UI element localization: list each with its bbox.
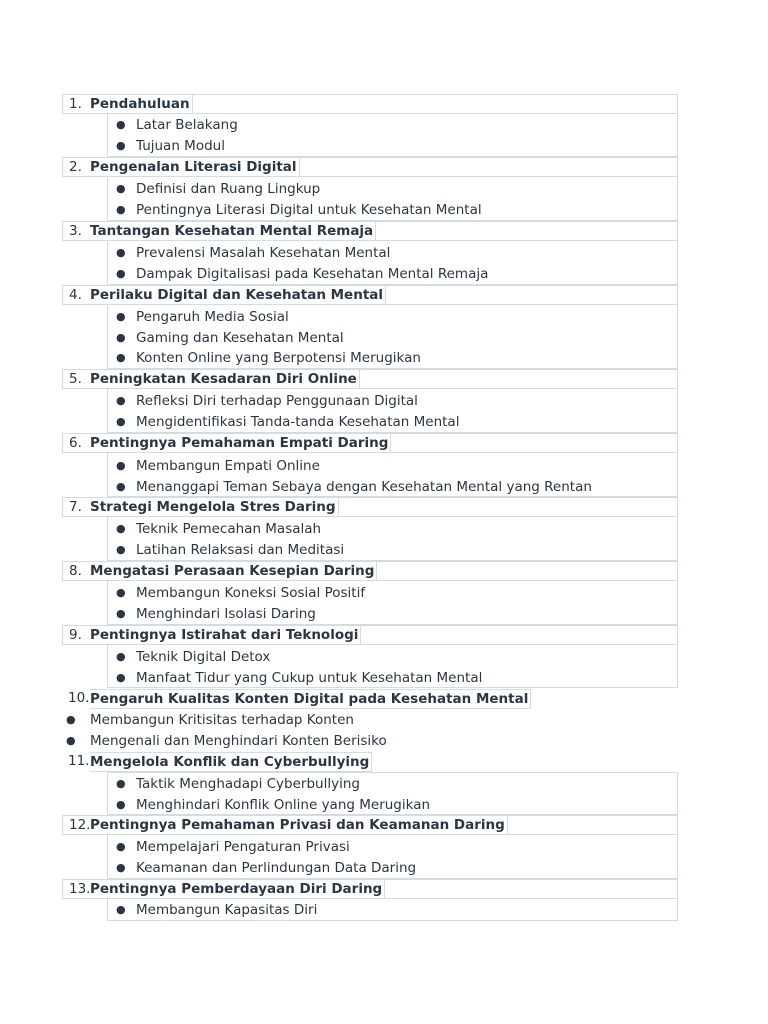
bullet-icon: ● <box>116 182 126 195</box>
section-number: 6. <box>69 435 82 451</box>
bullet-icon: ● <box>116 139 126 152</box>
bullet-icon: ● <box>116 798 126 811</box>
bullet-icon: ● <box>116 671 126 684</box>
list-item <box>108 900 677 920</box>
list-item <box>62 731 462 751</box>
section-heading <box>62 815 678 835</box>
list-item-text: Membangun Kapasitas Diri <box>136 902 318 918</box>
list-item-text: Manfaat Tidur yang Cukup untuk Kesehatan Mental <box>136 670 483 686</box>
bullet-icon: ● <box>116 480 126 493</box>
section-title: Tantangan Kesehatan Mental Remaja <box>90 222 376 240</box>
list-item-text: Menghindari Isolasi Daring <box>136 606 316 622</box>
section-heading <box>62 497 678 517</box>
section-number: 2. <box>69 159 82 175</box>
section-heading <box>62 879 678 899</box>
list-item <box>108 115 677 135</box>
list-item-text: Tujuan Modul <box>136 138 225 154</box>
section-items <box>107 581 678 625</box>
bullet-icon: ● <box>116 331 126 344</box>
list-item <box>108 837 677 857</box>
bullet-icon: ● <box>116 861 126 874</box>
bullet-icon: ● <box>116 586 126 599</box>
section-items <box>107 177 678 221</box>
list-item-text: Prevalensi Masalah Kesehatan Mental <box>136 245 391 261</box>
list-item <box>108 583 677 603</box>
section-number: 12. <box>69 817 91 833</box>
section-title: Mengatasi Perasaan Kesepian Daring <box>90 562 377 580</box>
list-item <box>108 412 677 432</box>
bullet-icon: ● <box>116 267 126 280</box>
list-item-text: Keamanan dan Perlindungan Data Daring <box>136 860 417 876</box>
section-heading <box>62 369 678 389</box>
section-items <box>107 453 678 497</box>
section-items <box>107 899 678 921</box>
list-item <box>108 264 677 284</box>
section-items <box>107 114 678 157</box>
bullet-icon: ● <box>116 415 126 428</box>
section-number: 10. <box>68 690 90 706</box>
list-item-text: Gaming dan Kesehatan Mental <box>136 330 344 346</box>
section-title: Peningkatan Kesadaran Diri Online <box>90 370 360 388</box>
list-item <box>108 179 677 199</box>
bullet-icon: ● <box>116 840 126 853</box>
bullet-icon: ● <box>116 459 126 472</box>
section-items <box>107 241 678 285</box>
list-item-text: Dampak Digitalisasi pada Kesehatan Mental Remaja <box>136 266 489 282</box>
bullet-icon: ● <box>116 246 126 259</box>
bullet-icon: ● <box>116 394 126 407</box>
section-items <box>107 835 678 879</box>
section-items <box>107 389 678 433</box>
list-item <box>108 243 677 263</box>
section-number: 13. <box>69 881 91 897</box>
list-item-text: Membangun Koneksi Sosial Positif <box>136 585 366 601</box>
section-title: Pengenalan Literasi Digital <box>90 158 300 176</box>
list-item-text: Pentingnya Literasi Digital untuk Kesehatan Mental <box>136 202 482 218</box>
list-item <box>108 519 677 539</box>
list-item-text: Taktik Menghadapi Cyberbullying <box>136 776 360 792</box>
section-number: 3. <box>69 223 82 239</box>
section-title: Pentingnya Pemahaman Privasi dan Keamanan Daring <box>90 816 508 834</box>
list-item <box>108 477 677 497</box>
list-item <box>108 348 677 368</box>
list-item <box>108 456 677 476</box>
section-title: Pentingnya Pemahaman Empati Daring <box>90 434 391 452</box>
section-number: 8. <box>69 563 82 579</box>
list-item-text: Membangun Empati Online <box>136 458 320 474</box>
section-number: 9. <box>69 627 82 643</box>
list-item-text: Latar Belakang <box>136 117 238 133</box>
section-heading <box>62 285 678 305</box>
section-heading <box>62 221 678 241</box>
section-heading <box>62 157 678 177</box>
section-heading <box>62 625 678 645</box>
section-heading <box>62 561 678 581</box>
list-item-text: Mengidentifikasi Tanda-tanda Kesehatan Mental <box>136 414 460 430</box>
section-number: 11. <box>68 753 90 769</box>
list-item-text: Menanggapi Teman Sebaya dengan Kesehatan Mental yang Rentan <box>136 479 592 495</box>
bullet-icon: ● <box>116 607 126 620</box>
bullet-icon: ● <box>116 777 126 790</box>
section-number: 7. <box>69 499 82 515</box>
section-number: 5. <box>69 371 82 387</box>
list-item-text: Mempelajari Pengaturan Privasi <box>136 839 350 855</box>
bullet-icon: ● <box>116 118 126 131</box>
list-item-text: Pengaruh Media Sosial <box>136 309 289 325</box>
list-item-text: Latihan Relaksasi dan Meditasi <box>136 542 345 558</box>
list-item <box>108 858 677 878</box>
list-item <box>108 328 677 348</box>
section-title: Mengelola Konflik dan Cyberbullying <box>90 752 372 772</box>
list-item <box>108 540 677 560</box>
list-item-text: Mengenali dan Menghindari Konten Berisiko <box>90 733 387 749</box>
section-title: Pentingnya Pemberdayaan Diri Daring <box>90 880 385 898</box>
section-items <box>107 772 678 815</box>
section-heading <box>62 94 678 114</box>
list-item-text: Konten Online yang Berpotensi Merugikan <box>136 350 421 366</box>
section-title: Strategi Mengelola Stres Daring <box>90 498 339 516</box>
section-heading <box>62 752 382 772</box>
list-item <box>108 795 677 815</box>
section-items <box>107 305 678 369</box>
list-item-text: Menghindari Konflik Online yang Merugikan <box>136 797 431 813</box>
list-item <box>108 668 677 688</box>
list-item-text: Refleksi Diri terhadap Penggunaan Digital <box>136 393 418 409</box>
section-items <box>107 645 678 688</box>
bullet-icon: ● <box>116 903 126 916</box>
list-item <box>108 774 677 794</box>
section-number: 4. <box>69 287 82 303</box>
list-item <box>108 307 677 327</box>
section-heading <box>62 433 678 453</box>
list-item <box>62 710 462 730</box>
list-item-text: Definisi dan Ruang Lingkup <box>136 181 321 197</box>
bullet-icon: ● <box>66 713 76 726</box>
section-title: Pengaruh Kualitas Konten Digital pada Kesehatan Mental <box>90 689 531 709</box>
section-title: Pentingnya Istirahat dari Teknologi <box>90 626 361 644</box>
section-heading <box>62 689 529 709</box>
list-item-text: Teknik Digital Detox <box>136 649 271 665</box>
list-item <box>108 647 677 667</box>
section-title: Perilaku Digital dan Kesehatan Mental <box>90 286 386 304</box>
section-number: 1. <box>69 96 82 112</box>
list-item <box>108 391 677 411</box>
list-item <box>108 604 677 624</box>
bullet-icon: ● <box>116 351 126 364</box>
section-title: Pendahuluan <box>90 95 193 113</box>
bullet-icon: ● <box>116 310 126 323</box>
list-item <box>108 200 677 220</box>
bullet-icon: ● <box>66 734 76 747</box>
bullet-icon: ● <box>116 650 126 663</box>
bullet-icon: ● <box>116 203 126 216</box>
bullet-icon: ● <box>116 543 126 556</box>
list-item-text: Teknik Pemecahan Masalah <box>136 521 322 537</box>
list-item-text: Membangun Kritisitas terhadap Konten <box>90 712 354 728</box>
section-items <box>107 517 678 561</box>
bullet-icon: ● <box>116 522 126 535</box>
list-item <box>108 136 677 156</box>
